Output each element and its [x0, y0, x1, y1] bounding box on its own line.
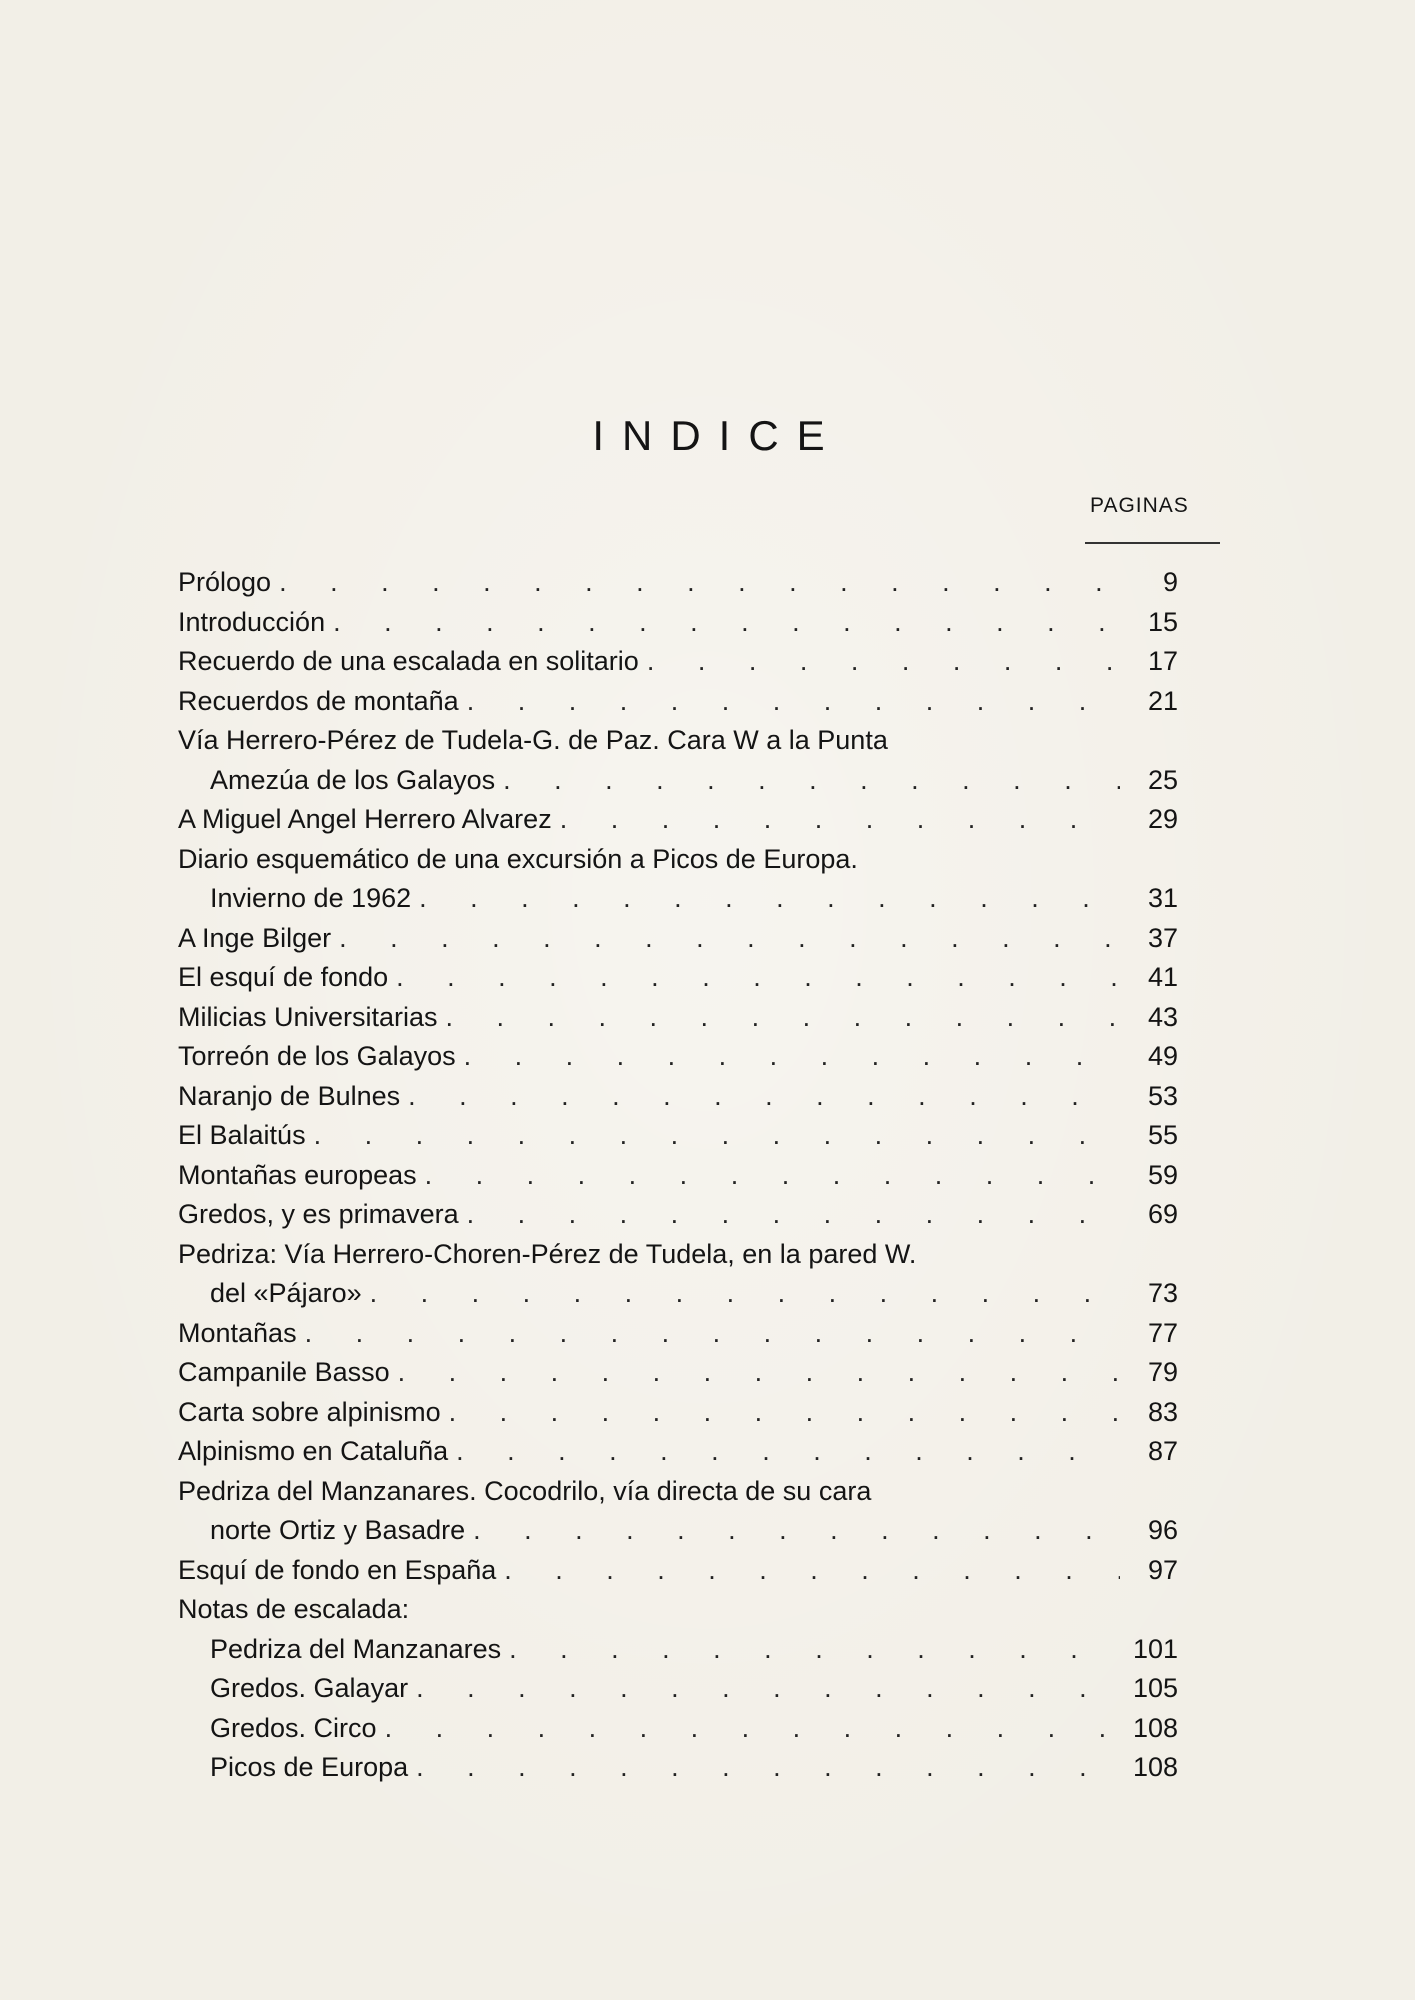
toc-entry-title: Gredos. Circo	[210, 1712, 377, 1743]
toc-entry-title: Prólogo	[178, 567, 272, 597]
dot-leader	[398, 1353, 1120, 1393]
dot-leader	[425, 1156, 1120, 1196]
dot-leader	[456, 1432, 1120, 1472]
toc-entry-title: Notas de escalada:	[178, 1594, 410, 1624]
toc-entry-title: El esquí de fondo	[178, 962, 389, 992]
toc-entry-line	[178, 603, 1178, 643]
toc-entry-title: Diario esquemático de una excursión a Picos de Europa.	[178, 843, 858, 874]
toc-entry-page-number: 41	[1147, 962, 1178, 992]
toc-entry-line	[178, 1314, 1178, 1354]
toc-entry-line	[178, 682, 1178, 722]
toc-entry-page-number: 9	[1162, 567, 1178, 597]
toc-entry-page-number: 29	[1147, 804, 1178, 834]
toc-entry-line	[178, 1235, 1178, 1275]
toc-entry-line	[178, 958, 1178, 998]
toc-entry-page-number: 83	[1147, 1396, 1178, 1427]
toc-entry-line	[178, 879, 1178, 919]
toc-entry-line	[178, 1511, 1178, 1551]
toc-entry-title: Gredos, y es primavera	[178, 1199, 459, 1229]
toc-entry-title: Pedriza del Manzanares	[210, 1633, 502, 1664]
toc-entry-page-number: 73	[1147, 1278, 1178, 1308]
toc-entry-title: Naranjo de Bulnes	[178, 1080, 401, 1111]
toc-entry-page-number: 59	[1147, 1159, 1178, 1190]
toc-entry-title: A Inge Bilger	[178, 922, 332, 953]
toc-entry-page-number: 79	[1147, 1357, 1178, 1387]
toc-entry-title: A Miguel Angel Herrero Alvarez	[178, 804, 552, 834]
toc-entry-line	[178, 919, 1178, 959]
dot-leader	[385, 1709, 1120, 1749]
toc-entry-line	[178, 1116, 1178, 1156]
dot-leader	[314, 1116, 1120, 1156]
dot-leader	[333, 603, 1120, 643]
toc-entry-line	[178, 1472, 1178, 1512]
toc-entry-page-number: 96	[1147, 1515, 1178, 1545]
toc-entry-line	[178, 642, 1178, 682]
toc-entry-page-number: 108	[1132, 1752, 1178, 1782]
toc-entry-title: Alpinismo en Cataluña	[178, 1436, 449, 1466]
dot-leader	[339, 919, 1120, 959]
toc-entry-line	[178, 1432, 1178, 1472]
toc-entry-title: Gredos. Galayar	[210, 1673, 409, 1703]
dot-leader	[473, 1511, 1120, 1551]
toc-entry-page-number: 55	[1147, 1120, 1178, 1150]
toc-entry-line	[178, 1195, 1178, 1235]
dot-leader	[279, 563, 1120, 603]
toc-entry-title: Carta sobre alpinismo	[178, 1396, 441, 1427]
dot-leader	[305, 1314, 1120, 1354]
dot-leader	[467, 682, 1120, 722]
toc-entry-page-number: 53	[1147, 1080, 1178, 1111]
toc-entry-title: Montañas	[178, 1317, 297, 1348]
toc-entry-line	[178, 1156, 1178, 1196]
dot-leader	[449, 1393, 1120, 1433]
page-title: INDICE	[592, 412, 843, 459]
toc-entry-page-number: 101	[1132, 1633, 1178, 1664]
toc-entry-line	[178, 1551, 1178, 1591]
toc-entry-line	[178, 1077, 1178, 1117]
toc-entry-line	[178, 1274, 1178, 1314]
toc-entry-page-number: 25	[1147, 764, 1178, 795]
toc-entry-line	[178, 1037, 1178, 1077]
toc-entry-page-number: 21	[1147, 685, 1178, 716]
toc-entry-title: Amezúa de los Galayos	[210, 764, 496, 795]
dot-leader	[647, 642, 1120, 682]
dot-leader	[416, 1669, 1120, 1709]
toc-entry-page-number: 17	[1147, 646, 1178, 676]
toc-entry-page-number: 87	[1147, 1436, 1178, 1466]
toc-entry-title: Esquí de fondo en España	[178, 1554, 497, 1585]
toc-entry-line	[178, 1709, 1178, 1749]
toc-entry-title: norte Ortiz y Basadre	[210, 1515, 466, 1545]
dot-leader	[396, 958, 1120, 998]
dot-leader	[560, 800, 1120, 840]
toc-entry-page-number: 49	[1147, 1041, 1178, 1071]
toc-entry-title: Milicias Universitarias	[178, 1001, 438, 1032]
toc-entry-page-number: 105	[1132, 1673, 1178, 1703]
toc-entry-line	[178, 1669, 1178, 1709]
toc-entry-page-number: 69	[1147, 1199, 1178, 1229]
toc-entry-title: Campanile Basso	[178, 1357, 390, 1387]
toc-entry-title: Vía Herrero-Pérez de Tudela-G. de Paz. Cara W a la Punta	[178, 725, 888, 755]
toc-entry-page-number: 77	[1147, 1317, 1178, 1348]
toc-entry-line	[178, 721, 1178, 761]
toc-entry-page-number: 97	[1147, 1554, 1178, 1585]
toc-entry-title: Recuerdo de una escalada en solitario	[178, 646, 639, 676]
toc-entry-title: Picos de Europa	[210, 1752, 409, 1782]
toc-entry-title: Pedriza: Vía Herrero-Choren-Pérez de Tudela, en la pared W.	[178, 1238, 917, 1269]
toc-entry-title: Recuerdos de montaña	[178, 685, 459, 716]
toc-entry-line	[178, 1393, 1178, 1433]
pages-column-label: PAGINAS	[1090, 494, 1189, 517]
toc-entry-title: Torreón de los Galayos	[178, 1041, 456, 1071]
dot-leader	[503, 761, 1120, 801]
toc-entry-title: Invierno de 1962	[210, 883, 412, 913]
toc-entry-title: Montañas europeas	[178, 1159, 417, 1190]
toc-entry-line	[178, 1590, 1178, 1630]
toc-entry-title: Pedriza del Manzanares. Cocodrilo, vía directa de su cara	[178, 1475, 872, 1506]
toc-entry-page-number: 37	[1147, 922, 1178, 953]
toc-entry-line	[178, 1630, 1178, 1670]
toc-entry-line	[178, 800, 1178, 840]
toc-entry-line	[178, 1748, 1178, 1788]
dot-leader	[408, 1077, 1120, 1117]
dot-leader	[419, 879, 1120, 919]
toc-entry-page-number: 15	[1147, 606, 1178, 637]
dot-leader	[370, 1274, 1120, 1314]
dot-leader	[467, 1195, 1120, 1235]
column-label-rule	[1085, 542, 1220, 544]
toc-entry-page-number: 31	[1147, 883, 1178, 913]
toc-entry-line	[178, 563, 1178, 603]
table-of-contents	[178, 563, 1178, 1788]
toc-entry-line	[178, 1353, 1178, 1393]
toc-entry-line	[178, 761, 1178, 801]
dot-leader	[509, 1630, 1120, 1670]
dot-leader	[504, 1551, 1120, 1591]
toc-entry-page-number: 43	[1147, 1001, 1178, 1032]
toc-entry-title: Introducción	[178, 606, 326, 637]
toc-entry-title: del «Pájaro»	[210, 1278, 362, 1308]
dot-leader	[464, 1037, 1120, 1077]
toc-entry-page-number: 108	[1132, 1712, 1178, 1743]
toc-entry-line	[178, 840, 1178, 880]
dot-leader	[446, 998, 1120, 1038]
toc-entry-line	[178, 998, 1178, 1038]
toc-entry-title: El Balaitús	[178, 1120, 306, 1150]
dot-leader	[416, 1748, 1120, 1788]
